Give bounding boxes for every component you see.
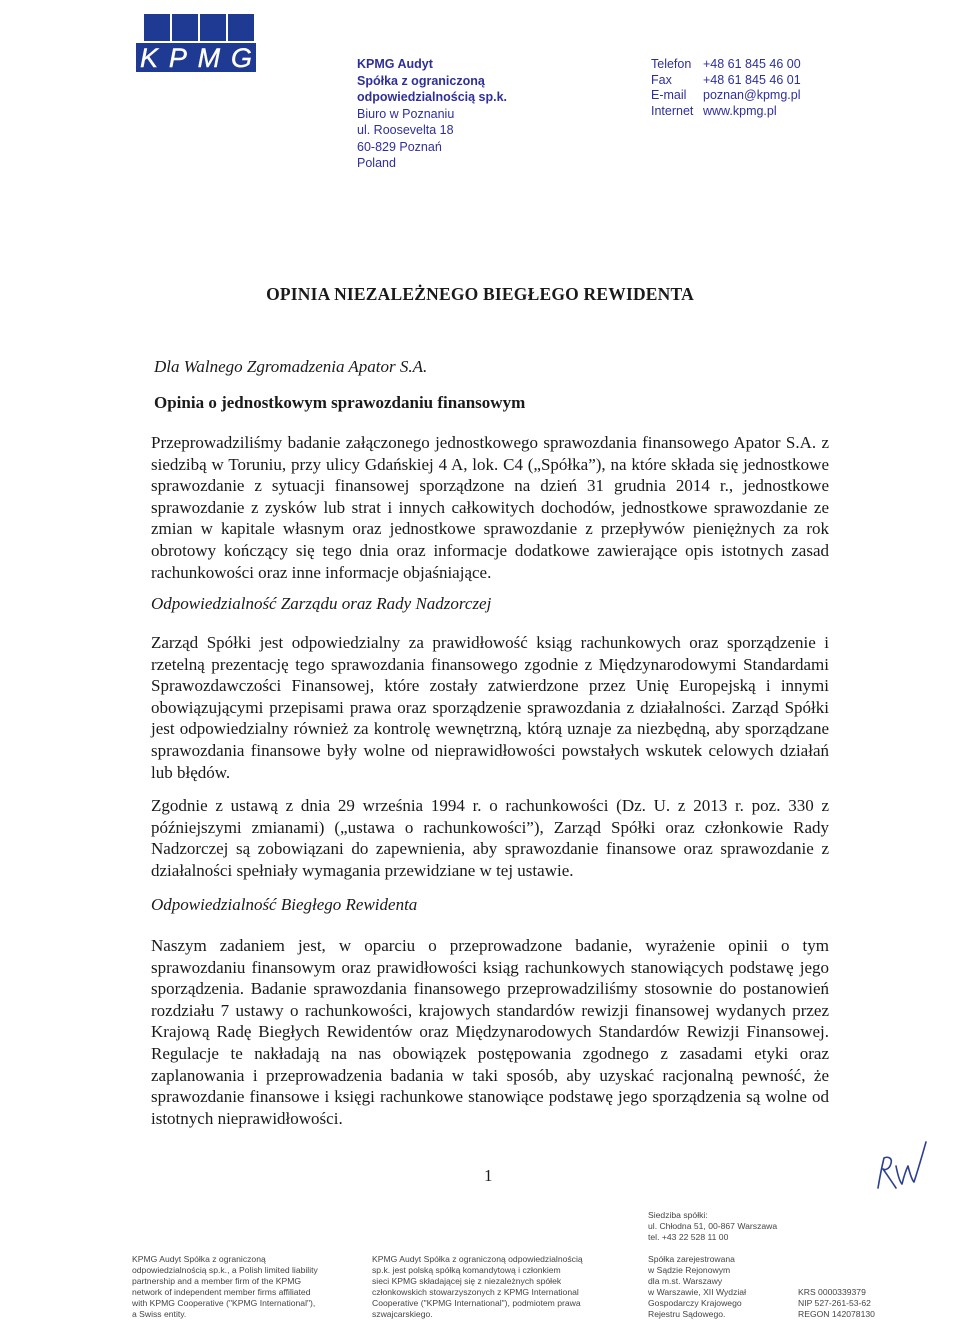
footer-line: Spółka zarejestrowana xyxy=(648,1254,735,1264)
contact-label: Telefon xyxy=(651,57,692,71)
contact-value: +48 61 845 46 00 xyxy=(703,57,801,71)
footer-line: tel. +43 22 528 11 00 xyxy=(648,1232,729,1242)
footer-line: sp.k. jest polską spółką komandytową i członkiem xyxy=(372,1265,561,1275)
contact-label: Fax xyxy=(651,72,672,87)
contact-row-phone xyxy=(651,57,801,73)
footer-column-4 xyxy=(798,1287,875,1320)
section-heading-opinion: Opinia o jednostkowym sprawozdaniu finansowym xyxy=(154,393,526,412)
footer-line: sieci KPMG składającej się z niezależnych spółek xyxy=(372,1276,562,1286)
company-address-line: 60-829 Poznań xyxy=(357,139,442,154)
contact-value: poznan@kpmg.pl xyxy=(703,88,801,102)
paragraph-management-2: Zgodnie z ustawą z dnia 29 września 1994 r. o rachunkowości (Dz. U. z 2013 r. poz. 330 z późniejszymi zmianami) („ustawa o rachunkowości”), Zarząd Spółki oraz członkowie Rady Nadzorczej są zobowiązani do zapewnienia, aby sprawozdanie finansowe oraz sprawozdanie z działalności spełniały wymagania przewidziane w tej ustawie. xyxy=(151,796,829,880)
footer-line: członkowskich stowarzyszonych z KPMG International xyxy=(372,1287,579,1297)
footer-line: KPMG Audyt Spółka z ograniczoną odpowiedzialnością xyxy=(372,1254,583,1264)
footer-line: ul. Chłodna 51, 00-867 Warszawa xyxy=(648,1221,778,1231)
footer-line: a Swiss entity. xyxy=(132,1309,187,1319)
footer-line: odpowiedzialnością sp.k., a Polish limited liability xyxy=(132,1265,318,1275)
section-heading-auditor: Odpowiedzialność Biegłego Rewidenta xyxy=(151,895,418,914)
paragraph-auditor: Naszym zadaniem jest, w oparciu o przeprowadzone badanie, wyrażenie opinii o tym sprawozdaniu finansowym oraz prawidłowości ksiąg rachunkowych stanowiących podstawę jego sporządzenia. Badanie sprawozdania finansowego przeprowadziliśmy stosownie do postanowień rozdziału 7 ustawy o rachunkowości, krajowych standardów rewizji finansowej wydanych przez Krajową Radę Biegłych Rewidentów oraz Międzynarodowych Standardów Rewizji Finansowej. Regulacje te nakładają na nas obowiązek postępowania zgodnego z zasadami etyki oraz zaplanowania i przeprowadzenia badania w taki sposób, aby uzyskać racjonalną pewność, że sprawozdanie finansowe i księgi rachunkowe stanowiące podstawę jego sporządzenia są wolne od istotnych nieprawidłowości. xyxy=(151,936,829,1128)
footer-line: Rejestru Sądowego. xyxy=(648,1309,726,1319)
footer-line: Siedziba spółki: xyxy=(648,1210,708,1220)
company-name-line: Spółka z ograniczoną xyxy=(357,73,485,88)
paragraph-opinion: Przeprowadziliśmy badanie załączonego jednostkowego sprawozdania finansowego Apator S.A. z siedzibą w Toruniu, przy ulicy Gdańskiej 4 A, lok. C4 („Spółka”), na które składa się jednostkowe sprawozdanie z sytuacji finansowej sporządzone na dzień 31 grudnia 2014 r., jednostkowe sprawozdanie z zysków lub strat i innych całkowitych dochodów, jednostkowe sprawozdanie ze zmian w kapitale własnym oraz jednostkowe sprawozdanie z przepływów pieniężnych za rok obrotowy kończący się tego dnia oraz informacje dodatkowe zawierające opis istotnych zasad rachunkowości oraz inne informacje objaśniające. xyxy=(151,433,829,582)
footer-line: KPMG Audyt Spółka z ograniczoną xyxy=(132,1254,266,1264)
footer-line: network of independent member firms affiliated xyxy=(132,1287,311,1297)
contact-row-email xyxy=(651,88,801,104)
footer-line: szwajcarskiego. xyxy=(372,1309,433,1319)
contact-value: www.kpmg.pl xyxy=(703,103,777,118)
page-number: 1 xyxy=(484,1166,493,1185)
footer-line: w Warszawie, XII Wydział xyxy=(648,1287,746,1297)
company-name-line: odpowiedzialnością sp.k. xyxy=(357,90,508,104)
footer-line: Gospodarczy Krajowego xyxy=(648,1298,742,1308)
footer-column-3 xyxy=(648,1254,746,1320)
contact-row-fax xyxy=(651,73,801,89)
document-title: OPINIA NIEZALEŻNEGO BIEGŁEGO REWIDENTA xyxy=(266,284,694,304)
signature-initials xyxy=(870,1136,930,1196)
footer-registered-office xyxy=(648,1210,777,1243)
contact-info xyxy=(651,57,801,119)
footer-line: KRS 0000339379 xyxy=(798,1287,866,1297)
footer-line: Cooperative ("KPMG International"), podmiotem prawa xyxy=(372,1298,581,1308)
contact-value: +48 61 845 46 01 xyxy=(703,72,801,87)
footer-line: NIP 527-261-53-62 xyxy=(798,1298,871,1308)
paragraph-management-1: Zarząd Spółki jest odpowiedzialny za prawidłowość ksiąg rachunkowych oraz sporządzenie i rzetelną prezentację tego sprawozdania finansowego zgodnie z Międzynarodowymi Standardami Sprawozdawczości Finansowej, które zostały zatwierdzone przez Unię Europejską i innymi obowiązującymi przepisami prawa oraz sporządzenie sprawozdania z działalności. Zarząd Spółki jest odpowiedzialny również za kontrolę wewnętrzną, którą uznaje za niezbędną, aby sporządzane sprawozdania finansowe były wolne od nieprawidłowości powstałych wskutek celowych działań lub błędów. xyxy=(151,633,829,782)
contact-label: E-mail xyxy=(651,88,687,102)
footer-column-1 xyxy=(132,1254,318,1320)
footer-line: partnership and a member firm of the KPMG xyxy=(132,1276,302,1286)
company-address-line: Poland xyxy=(357,156,396,170)
company-info xyxy=(357,56,507,172)
kpmg-logo xyxy=(134,14,258,76)
footer-line: dla m.st. Warszawy xyxy=(648,1276,723,1286)
company-name-line: KPMG Audyt xyxy=(357,57,433,71)
footer-line: w Sądzie Rejonowym xyxy=(648,1265,731,1275)
section-heading-management: Odpowiedzialność Zarządu oraz Rady Nadzorczej xyxy=(151,594,492,613)
company-address-line: ul. Roosevelta 18 xyxy=(357,123,454,137)
footer-column-2 xyxy=(372,1254,583,1320)
footer-line: REGON 142078130 xyxy=(798,1309,875,1319)
logo-text: KPMG xyxy=(140,43,252,73)
contact-row-internet xyxy=(651,104,801,120)
addressee: Dla Walnego Zgromadzenia Apator S.A. xyxy=(154,357,428,376)
contact-label: Internet xyxy=(651,103,694,118)
footer-line: with KPMG Cooperative ("KPMG International"), xyxy=(132,1298,316,1308)
company-address-line: Biuro w Poznaniu xyxy=(357,106,455,121)
